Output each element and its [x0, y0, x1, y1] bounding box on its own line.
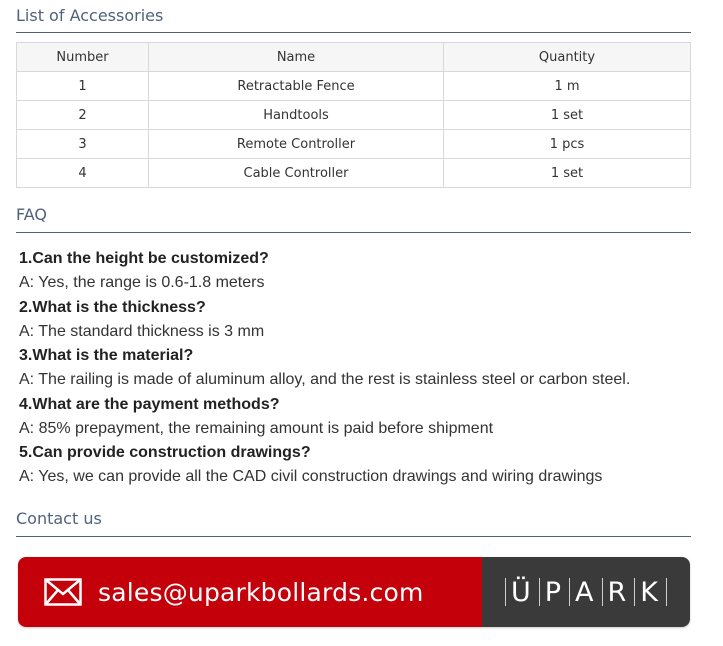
cell-quantity: 1 set	[444, 101, 691, 130]
faq-question: 4.What are the payment methods?	[19, 395, 280, 413]
accessories-divider	[16, 32, 691, 33]
faq-question: 2.What is the thickness?	[19, 298, 206, 316]
faq-answer: A: Yes, we can provide all the CAD civil construction drawings and wiring drawings	[19, 468, 603, 485]
accessories-table	[16, 42, 691, 188]
column-header-name: Name	[149, 43, 444, 72]
table-row	[17, 130, 691, 159]
table-row	[17, 101, 691, 130]
cell-number: 1	[17, 72, 149, 101]
cell-quantity: 1 set	[444, 159, 691, 188]
accessories-title: List of Accessories	[16, 6, 164, 25]
cell-name: Handtools	[149, 101, 444, 130]
faq-list	[19, 247, 709, 490]
faq-question: 1.Can the height be customized?	[19, 250, 269, 267]
cell-name: Remote Controller	[149, 130, 444, 159]
upark-logo: Ü P A R K	[500, 577, 672, 608]
table-row	[17, 72, 691, 101]
logo-panel	[482, 557, 690, 627]
cell-number: 3	[17, 130, 149, 159]
email-panel[interactable]	[18, 557, 482, 627]
table-row	[17, 159, 691, 188]
faq-answer: A: Yes, the range is 0.6-1.8 meters	[19, 274, 265, 291]
column-header-quantity: Quantity	[444, 43, 691, 72]
cell-number: 4	[17, 159, 149, 188]
contact-title: Contact us	[16, 509, 102, 528]
cell-quantity: 1 pcs	[444, 130, 691, 159]
cell-name: Cable Controller	[149, 159, 444, 188]
email-link[interactable]: sales@uparkbollards.com	[98, 577, 424, 607]
contact-banner[interactable]	[18, 557, 690, 627]
cell-number: 2	[17, 101, 149, 130]
faq-question: 5.Can provide construction drawings?	[19, 444, 311, 461]
cell-name: Retractable Fence	[149, 72, 444, 101]
faq-answer: A: The standard thickness is 3 mm	[19, 322, 265, 340]
contact-divider	[16, 536, 691, 537]
envelope-icon	[44, 578, 82, 606]
faq-divider	[16, 232, 691, 233]
column-header-number: Number	[17, 43, 149, 72]
faq-answer: A: The railing is made of aluminum alloy, and the rest is stainless steel or carbon steel.	[19, 371, 631, 388]
table-header-row	[17, 43, 691, 72]
cell-quantity: 1 m	[444, 72, 691, 101]
faq-answer: A: 85% prepayment, the remaining amount is paid before shipment	[19, 419, 494, 437]
faq-title: FAQ	[16, 205, 47, 224]
faq-question: 3.What is the material?	[19, 347, 194, 364]
